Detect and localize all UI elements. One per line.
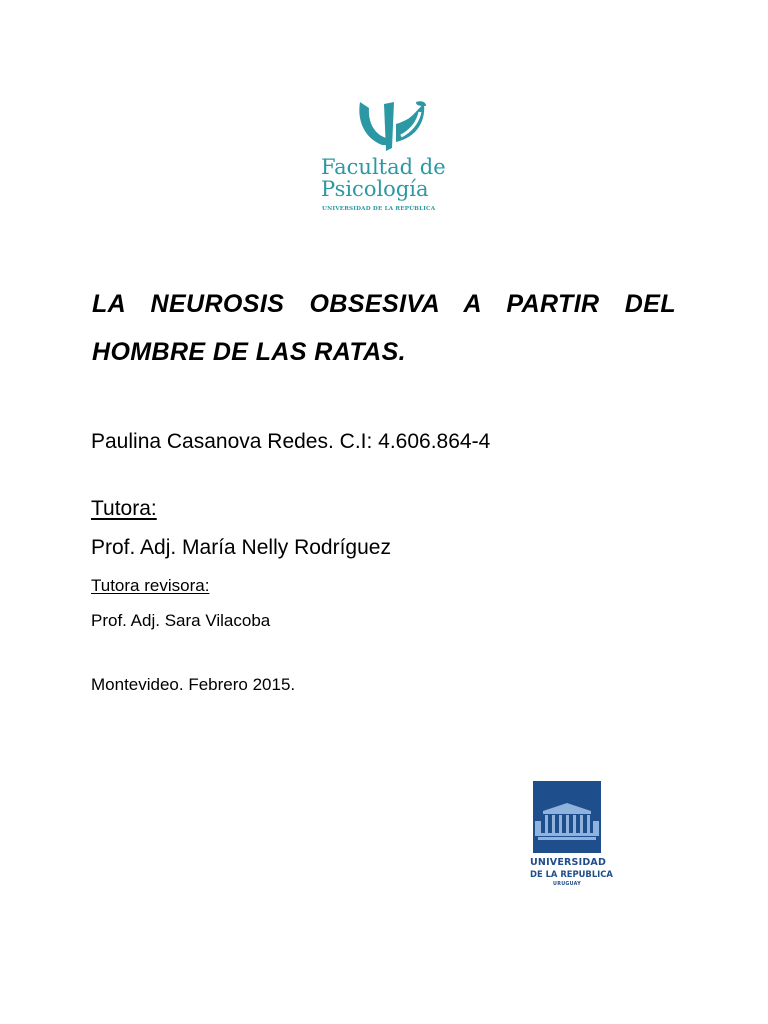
university-name-line2: DE LA REPUBLICA [530,869,613,879]
place-date: Montevideo. Febrero 2015. [91,675,296,694]
psi-symbol-icon [356,98,428,154]
faculty-logo [318,96,453,218]
faculty-name [321,156,446,200]
tutor-name: Prof. Adj. María Nelly Rodríguez [91,536,391,559]
author-line: Paulina Casanova Redes. C.I: 4.606.864-4 [91,430,491,453]
document-title [92,280,676,376]
faculty-name-line1: Facultad de [321,155,446,179]
university-logo [530,781,613,899]
reviewer-label: Tutora revisora: [91,576,210,595]
faculty-name-line2: Psicología [321,177,429,201]
reviewer-name: Prof. Adj. Sara Vilacoba [91,611,271,630]
title-line-2: HOMBRE DE LAS RATAS. [92,338,407,366]
university-building-icon [533,781,601,853]
faculty-subtitle: UNIVERSIDAD DE LA REPÚBLICA [322,206,436,212]
tutor-label: Tutora: [91,497,157,520]
title-line-1: LA NEUROSIS OBSESIVA A PARTIR DEL [92,290,676,318]
university-name-line1: UNIVERSIDAD [530,857,607,868]
university-country: URUGUAY [553,882,581,887]
